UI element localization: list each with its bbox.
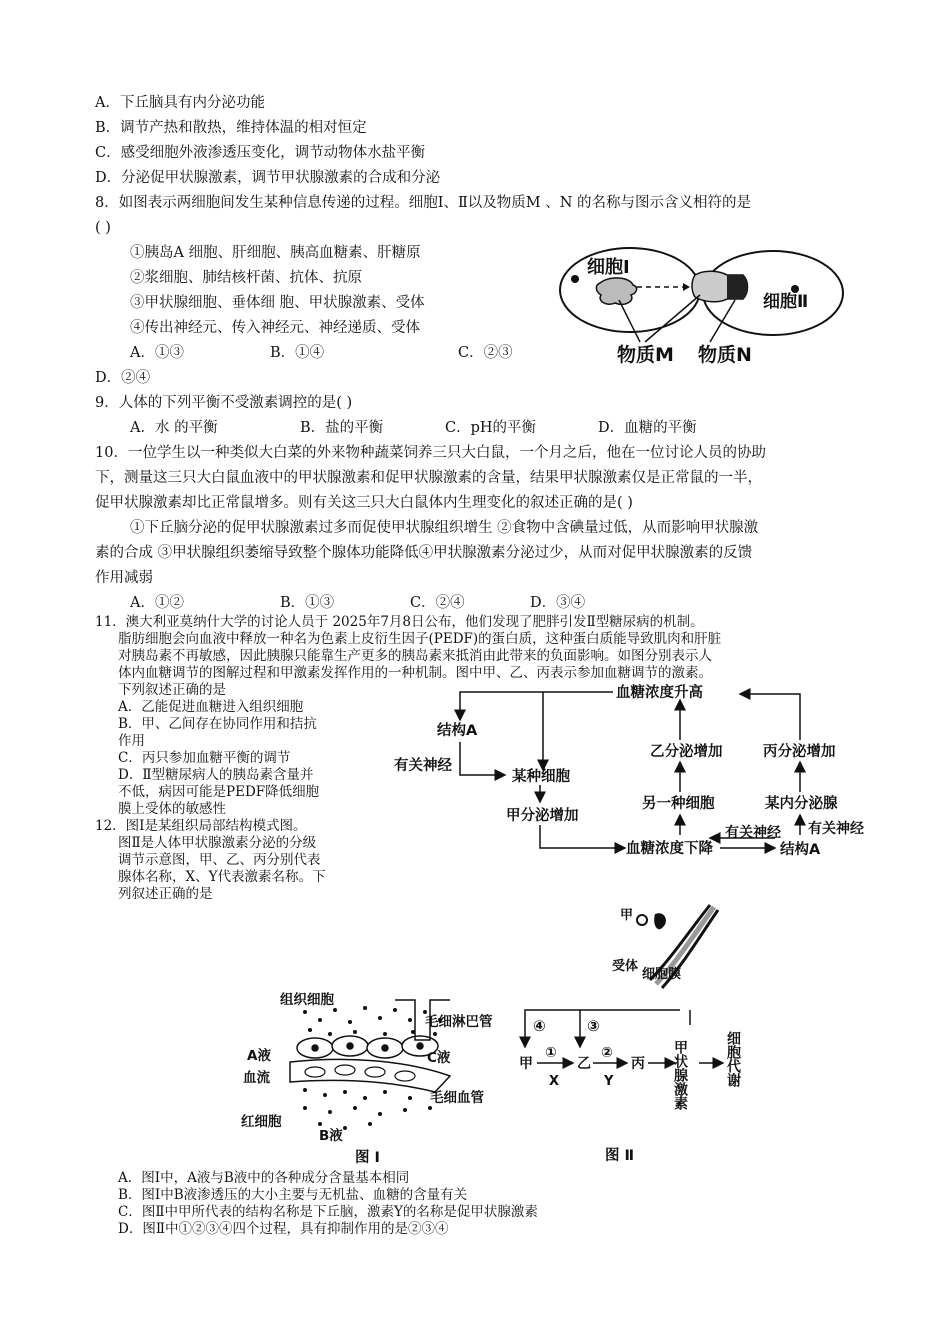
q9-stem: 9．人体的下列平衡不受激素调控的是( )	[95, 395, 353, 411]
membrane-label: 细胞膜	[642, 967, 682, 982]
q9-option-c: C．pH的平衡	[445, 420, 537, 436]
q10-statements-1: ①下丘脑分泌的促甲状腺激素过多而促使甲状腺组织增生 ②食物中含碘量过低，从而影响甲状腺激	[130, 520, 759, 536]
q11-option-c: C．丙只参加血糖平衡的调节	[118, 750, 291, 766]
cell-2-label: 细胞Ⅱ	[763, 292, 809, 312]
bing-gland-label: 丙	[631, 1056, 645, 1072]
receptor-shape	[654, 913, 666, 929]
q12-stem-2: 图Ⅱ是人体甲状腺激素分泌的分级	[118, 835, 317, 851]
q11-receptor-figure	[610, 900, 720, 990]
process-1-label: ①	[545, 1045, 557, 1061]
yi-gland-label: 乙	[577, 1056, 591, 1072]
metabolism-label: 细胞代谢	[725, 1031, 741, 1087]
hormone-x-label: X	[549, 1074, 560, 1089]
q11-option-a: A．乙能促进血糖进入组织细胞	[118, 699, 304, 715]
rbc-label: 红细胞	[241, 1114, 282, 1130]
q10-stem-1: 10．一位学生以一种类似大白菜的外来物种蔬菜饲养三只大白鼠，一个月之后，他在一位讨论人员的协助	[95, 445, 766, 461]
glucose-rise-label: 血糖浓度升高	[616, 685, 703, 701]
a-liquid-label: A液	[247, 1048, 271, 1064]
q7-option-c: C．感受细胞外液渗透压变化，调节动物体水盐平衡	[95, 145, 426, 161]
nerve-label-2: 有关神经	[725, 825, 781, 841]
q12-stem-1: 12．图Ⅰ是某组织局部结构模式图。	[95, 818, 307, 834]
q9-option-b: B．盐的平衡	[300, 420, 384, 436]
q8-choice-1: ①胰岛A 细胞、肝细胞、胰高血糖素、肝糖原	[130, 245, 421, 261]
other-cell-label: 另一种细胞	[642, 796, 715, 812]
q11-glucose-regulation-diagram	[380, 680, 880, 865]
q9-option-a: A．水 的平衡	[130, 420, 218, 436]
q11-stem-2: 脂肪细胞会向血液中释放一种名为色素上皮衍生因子(PEDF)的蛋白质，这种蛋白质能导致肌肉和肝脏	[118, 631, 722, 647]
q8-cell-signal-figure	[555, 245, 845, 370]
q8-stem: 8．如图表示两细胞间发生某种信息传递的过程。细胞Ⅰ、Ⅱ以及物质M 、N 的名称与图示含义相符的是	[95, 195, 752, 211]
q12-option-c: C．图Ⅱ中甲所代表的结构名称是下丘脑，激素Y的名称是促甲状腺激素	[118, 1204, 538, 1220]
q8-choice-3: ③甲状腺细胞、垂体细 胞、甲状腺激素、受体	[130, 295, 425, 311]
cell-1-nucleus	[571, 275, 579, 283]
q11-stem-4: 体内血糖调节的图解过程和甲激素发挥作用的一种机制。图中甲、乙、丙表示参加血糖调节的激素。	[118, 665, 712, 681]
nerve-label-1: 有关神经	[394, 758, 452, 774]
substance-m-label: 物质M	[617, 344, 674, 366]
blood-flow-label: 血流	[243, 1070, 270, 1086]
q12-option-a: A．图Ⅰ中，A液与B液中的各种成分含量基本相同	[118, 1170, 410, 1186]
q11-option-d: D．Ⅱ型糖尿病人的胰岛素含量并	[118, 767, 314, 783]
q11-stem-1: 11．澳大利亚莫纳什大学的讨论人员于 2025年7月8日公布，他们发现了肥胖引发Ⅱ型糖尿病的机制。	[95, 614, 704, 630]
process-2-label: ②	[601, 1045, 613, 1061]
jia-hormone-label: 甲	[620, 908, 634, 923]
q10-stem-2: 下，测量这三只大白鼠血液中的甲状腺激素和促甲状腺激素的含量，结果甲状腺激素仅是正常鼠的一半，	[95, 470, 762, 486]
q8-option-d: D．②④	[95, 370, 151, 386]
structure-a-label-2: 结构A	[780, 842, 821, 858]
q8-option-a: A．①③	[130, 345, 184, 361]
c-liquid-label: C液	[427, 1050, 451, 1066]
m-pointer-line	[619, 300, 640, 342]
figure-1-caption: 图 Ⅰ	[355, 1150, 380, 1166]
q9-option-d: D．血糖的平衡	[598, 420, 697, 436]
process-4-label: ④	[533, 1017, 546, 1035]
some-cell-label: 某种细胞	[512, 769, 570, 785]
substance-m-shape	[596, 278, 636, 304]
q8-choice-2: ②浆细胞、肺结核杆菌、抗体、抗原	[130, 270, 362, 286]
q10-option-c: C．②④	[410, 595, 465, 611]
q10-stem-3: 促甲状腺激素却比正常鼠增多。则有关这三只大白鼠体内生理变化的叙述正确的是( )	[95, 495, 633, 511]
capillary-label: 毛细血管	[430, 1090, 484, 1106]
q12-figure-2-thyroid-axis	[515, 995, 770, 1170]
n-pointer-line	[710, 300, 735, 342]
hormone-jia-shape	[637, 915, 647, 925]
q7-option-a: A．下丘脑具有内分泌功能	[95, 95, 265, 111]
glucose-fall-label: 血糖浓度下降	[626, 841, 713, 857]
q10-statements-2: 素的合成 ③甲状腺组织萎缩导致整个腺体功能降低④甲状腺激素分泌过少，从而对促甲状腺激素的反馈	[95, 545, 753, 561]
b-liquid-label: B液	[319, 1128, 343, 1144]
hormone-y-label: Y	[604, 1074, 614, 1089]
q11-stem-5: 下列叙述正确的是	[118, 682, 226, 698]
figure-2-caption: 图 Ⅱ	[605, 1148, 635, 1164]
jia-increase-label: 甲分泌增加	[506, 808, 579, 824]
q10-statements-3: 作用减弱	[95, 570, 153, 586]
jia-gland-label: 甲	[519, 1056, 533, 1072]
nerve-label-3: 有关神经	[808, 821, 864, 837]
q12-stem-4: 腺体名称，X、Y代表激素名称。下	[118, 869, 326, 885]
q7-option-d: D．分泌促甲状腺激素，调节甲状腺激素的合成和分泌	[95, 170, 441, 186]
yi-increase-label: 乙分泌增加	[650, 744, 723, 760]
q12-stem-5: 列叙述正确的是	[118, 886, 213, 902]
structure-a-label: 结构A	[437, 723, 478, 739]
q11-option-d-cont1: 不低，病因可能是PEDF降低细胞	[118, 784, 320, 800]
tissue-cell-label: 组织细胞	[280, 992, 334, 1008]
cell-1-label: 细胞Ⅰ	[587, 257, 630, 278]
gland-label: 某内分泌腺	[765, 796, 838, 812]
lymph-label: 毛细淋巴管	[425, 1014, 493, 1030]
q11-stem-3: 对胰岛素不再敏感，因此胰腺只能靠生产更多的胰岛素来抵消由此带来的负面影响。如图分别表示人	[118, 648, 712, 664]
q11-option-d-cont2: 膜上受体的敏感性	[118, 801, 226, 817]
receptor-label: 受体	[612, 959, 639, 974]
q10-option-b: B．①③	[280, 595, 335, 611]
q12-option-b: B．图Ⅰ中B液渗透压的大小主要与无机盐、血糖的含量有关	[118, 1187, 468, 1203]
q8-stem-paren: ( )	[95, 220, 111, 236]
q10-option-d: D．③④	[530, 595, 586, 611]
thyroxine-label: 甲状腺激素	[672, 1040, 688, 1110]
q11-option-b: B．甲、乙间存在协同作用和拮抗	[118, 716, 317, 732]
q10-option-a: A．①②	[130, 595, 184, 611]
q8-option-c: C．②③	[458, 345, 513, 361]
substance-n-label: 物质N	[698, 344, 752, 366]
process-3-label: ③	[587, 1017, 600, 1035]
bing-increase-label: 丙分泌增加	[763, 744, 836, 760]
q12-figure-1-tissue	[235, 990, 515, 1170]
q8-option-b: B．①④	[270, 345, 325, 361]
q12-option-d: D．图Ⅱ中①②③④四个过程，具有抑制作用的是②③④	[118, 1221, 449, 1237]
q11-option-b-cont: 作用	[118, 733, 145, 749]
q8-choice-4: ④传出神经元、传入神经元、神经递质、受体	[130, 320, 420, 336]
q7-option-b: B．调节产热和散热，维持体温的相对恒定	[95, 120, 367, 136]
q12-stem-3: 调节示意图，甲、乙、丙分别代表	[118, 852, 321, 868]
